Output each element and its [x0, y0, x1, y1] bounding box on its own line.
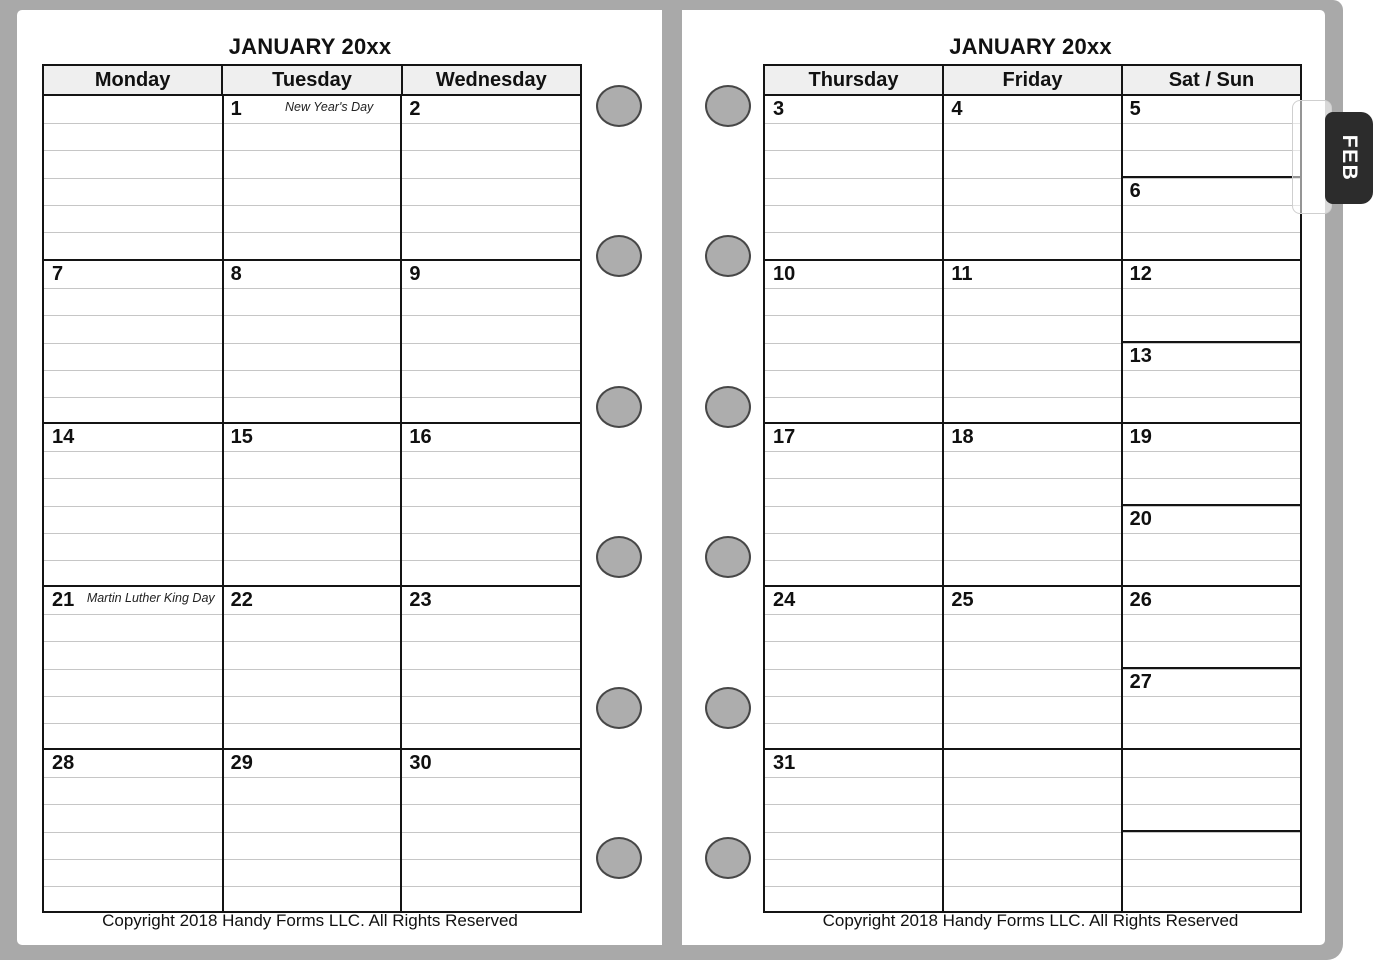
date-11: 11 [951, 263, 973, 285]
grid-line [765, 506, 1300, 507]
grid-line [765, 723, 1300, 724]
grid-line [44, 397, 580, 398]
grid-line [400, 587, 402, 748]
grid-line [222, 424, 224, 585]
grid-line [44, 886, 580, 887]
grid-line [765, 614, 1300, 615]
date-12: 12 [1129, 263, 1152, 285]
grid-line [765, 150, 1300, 151]
grid-line [765, 886, 1300, 887]
date-1: 1 [230, 98, 242, 120]
date-7: 7 [52, 263, 64, 285]
date-24: 24 [773, 589, 796, 611]
grid-line [222, 261, 224, 422]
day-header-monday: Monday [44, 66, 223, 94]
week-row-5 [765, 748, 1300, 911]
right-page [682, 10, 1325, 945]
grid-line [765, 315, 1300, 316]
binder-hole [596, 235, 642, 277]
grid-line [400, 96, 402, 259]
date-27: 27 [1129, 671, 1152, 693]
binder-hole [705, 536, 751, 578]
week-row-4 [765, 585, 1300, 748]
month-title-left: JANUARY 20xx [228, 34, 392, 59]
week-row-3 [44, 422, 580, 585]
grid-line [765, 533, 1300, 534]
day-header-row [765, 66, 1300, 96]
date-15: 15 [230, 426, 253, 448]
binder-hole [705, 687, 751, 729]
week-row-4 [44, 585, 580, 748]
month-title-right: JANUARY 20xx [949, 34, 1112, 59]
grid-line [765, 669, 1300, 670]
week-row-2 [765, 259, 1300, 422]
grid-line [942, 96, 944, 259]
calendar-table-left [42, 64, 582, 913]
grid-line [765, 288, 1300, 289]
grid-line [765, 696, 1300, 697]
day-header-row [44, 66, 580, 96]
date-19: 19 [1129, 426, 1152, 448]
grid-line [44, 315, 580, 316]
grid-line [765, 804, 1300, 805]
grid-line [765, 178, 1300, 179]
grid-line [44, 370, 580, 371]
date-21: 21 [52, 589, 75, 611]
grid-line [44, 669, 580, 670]
holiday-note: Martin Luther King Day [86, 591, 215, 605]
binder-hole [596, 837, 642, 879]
grid-line [765, 232, 1300, 233]
grid-line [44, 205, 580, 206]
grid-line [942, 424, 944, 585]
binder-hole [596, 386, 642, 428]
holiday-note: New Year's Day [285, 100, 374, 114]
tab-feb-label: FEB [1338, 134, 1361, 182]
week-row-1 [765, 96, 1300, 259]
grid-line [44, 288, 580, 289]
binder-hole [705, 837, 751, 879]
grid-line [44, 178, 580, 179]
date-5: 5 [1129, 98, 1141, 120]
day-header-thursday: Thursday [765, 66, 944, 94]
sunday-divider-line [1122, 176, 1300, 178]
grid-line [44, 150, 580, 151]
grid-line [222, 587, 224, 748]
grid-line [44, 123, 580, 124]
grid-line [44, 343, 580, 344]
grid-line [44, 451, 580, 452]
date-22: 22 [230, 589, 253, 611]
date-28: 28 [52, 752, 75, 774]
week-row-2 [44, 259, 580, 422]
day-header-wednesday: Wednesday [435, 68, 547, 91]
grid-line [765, 777, 1300, 778]
week-row-5 [44, 748, 580, 911]
week-row-3 [765, 422, 1300, 585]
date-26: 26 [1129, 589, 1152, 611]
binder-hole [705, 85, 751, 127]
grid-line [765, 205, 1300, 206]
copyright-left: Copyright 2018 Handy Forms LLC. All Rights Reserved [102, 911, 518, 930]
grid-line [44, 614, 580, 615]
binder-hole [596, 85, 642, 127]
grid-line [44, 560, 580, 561]
grid-line [765, 451, 1300, 452]
grid-line [400, 424, 402, 585]
grid-line [942, 750, 944, 911]
date-20: 20 [1129, 508, 1152, 530]
date-14: 14 [52, 426, 75, 448]
grid-line [765, 641, 1300, 642]
grid-line [222, 750, 224, 911]
date-16: 16 [409, 426, 432, 448]
date-2: 2 [409, 98, 421, 120]
grid-line [44, 696, 580, 697]
week-row-1 [44, 96, 580, 259]
grid-line [765, 370, 1300, 371]
grid-line [765, 832, 1300, 833]
tab-feb[interactable] [1325, 112, 1373, 204]
grid-line [44, 533, 580, 534]
date-10: 10 [773, 263, 796, 285]
sunday-divider-line [1122, 667, 1300, 669]
date-23: 23 [409, 589, 432, 611]
grid-line [765, 343, 1300, 344]
copyright-right: Copyright 2018 Handy Forms LLC. All Rights Reserved [822, 911, 1239, 930]
date-8: 8 [230, 263, 242, 285]
day-header-sat-sun: Sat / Sun [1168, 68, 1255, 91]
grid-line [44, 232, 580, 233]
left-page [17, 10, 662, 945]
grid-line [44, 506, 580, 507]
grid-line [222, 96, 224, 259]
calendar-table-right [763, 64, 1302, 913]
date-9: 9 [409, 263, 421, 285]
binder-hole [596, 687, 642, 729]
grid-line [44, 804, 580, 805]
grid-line [44, 478, 580, 479]
binder-hole [705, 235, 751, 277]
weeks-right [765, 96, 1300, 911]
grid-line [44, 723, 580, 724]
date-13: 13 [1129, 345, 1152, 367]
grid-line [400, 261, 402, 422]
date-25: 25 [951, 589, 974, 611]
sunday-divider-line [1122, 830, 1300, 832]
weeks-left [44, 96, 580, 911]
date-29: 29 [230, 752, 253, 774]
grid-line [44, 641, 580, 642]
binder-hole [596, 536, 642, 578]
grid-line [44, 832, 580, 833]
date-3: 3 [773, 98, 785, 120]
grid-line [765, 397, 1300, 398]
date-30: 30 [409, 752, 432, 774]
grid-line [400, 750, 402, 911]
date-17: 17 [773, 426, 796, 448]
sunday-divider-line [1122, 341, 1300, 343]
date-31: 31 [773, 752, 796, 774]
grid-line [942, 587, 944, 748]
grid-line [44, 777, 580, 778]
date-6: 6 [1129, 180, 1141, 202]
sunday-divider-line [1122, 504, 1300, 506]
day-header-friday: Friday [944, 66, 1123, 94]
grid-line [942, 261, 944, 422]
grid-line [765, 560, 1300, 561]
grid-line [765, 478, 1300, 479]
grid-line [765, 859, 1300, 860]
date-4: 4 [951, 98, 963, 120]
day-header-tuesday: Tuesday [223, 66, 402, 94]
date-18: 18 [951, 426, 974, 448]
grid-line [765, 123, 1300, 124]
grid-line [44, 859, 580, 860]
binder-hole [705, 386, 751, 428]
